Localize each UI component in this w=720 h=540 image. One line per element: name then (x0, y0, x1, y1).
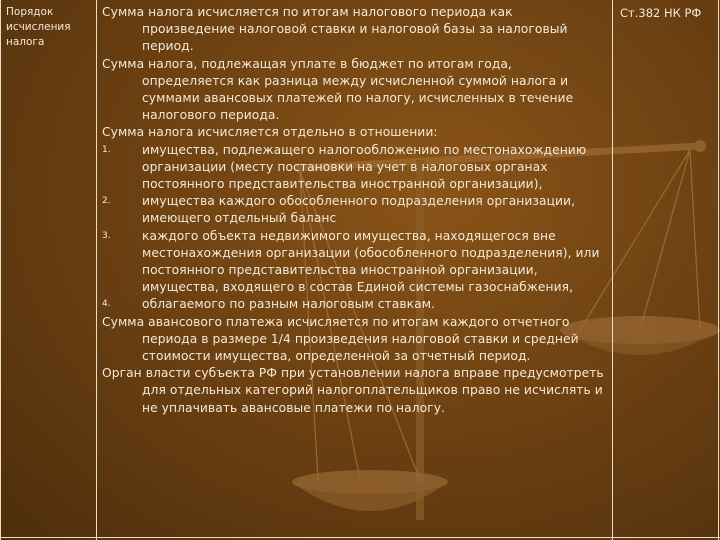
list-item-text: каждого объекта недвижимого имущества, находящегося вне местонахождения организации (обособленного подразделения), или постоянного представительства иностранной организации, имущества, входящего в состав Единой системы газоснабжения, (142, 228, 600, 295)
list-item (102, 193, 607, 227)
list-item (102, 296, 607, 313)
main-content (102, 4, 607, 417)
list-item-text: облагаемого по разным налоговым ставкам. (142, 297, 435, 312)
grid-line-left (0, 0, 1, 540)
list-item (102, 228, 607, 297)
paragraph-calculated-separately: Сумма налога исчисляется отдельно в отношении: (102, 125, 438, 140)
list-item-number: 2. (102, 196, 111, 207)
paragraph-tax-payable: Сумма налога, подлежащая уплате в бюджет по итогам года, определяется как разница между исчисленной суммой налога и суммами авансовых платежей по налогу, исчисленных в течение налогового периода. (102, 56, 574, 123)
list-item (102, 142, 607, 194)
list-item-number: 3. (102, 230, 111, 241)
list-item-number: 1. (102, 144, 111, 155)
paragraph-advance-payment: Сумма авансового платежа исчисляется по итогам каждого отчетного периода в размере 1/4 произведения налоговой ставки и средней стоимости имущества, определенной за отчетный период. (102, 314, 579, 364)
list-item-text: имущества, подлежащего налогообложению по местонахождению организации (месту постановки на учет в налоговых органах постоянного представительства иностранной организации), (142, 142, 587, 192)
topic-label: Порядок исчисления налога (6, 6, 71, 48)
grid-line-right (718, 0, 719, 540)
article-reference: Ст.382 НК РФ (620, 6, 702, 20)
paragraph-regional-authority: Орган власти субъекта РФ при установлении налога вправе предусмотреть для отдельных категорий налогоплательщиков право не исчислять и не уплачивать авансовые платежи по налогу. (102, 366, 604, 415)
list-item-number: 4. (102, 299, 111, 310)
grid-line-column-2 (612, 0, 613, 540)
grid-line-column-1 (96, 0, 97, 540)
list-item-text: имущества каждого обособленного подразделения организации, имеющего отдельный баланс (142, 194, 576, 226)
paragraph-tax-calculation: Сумма налога исчисляется по итогам налогового периода как произведение налоговой ставки и налоговой базы за налоговый период. (102, 5, 568, 54)
grid-line-bottom (0, 537, 720, 538)
